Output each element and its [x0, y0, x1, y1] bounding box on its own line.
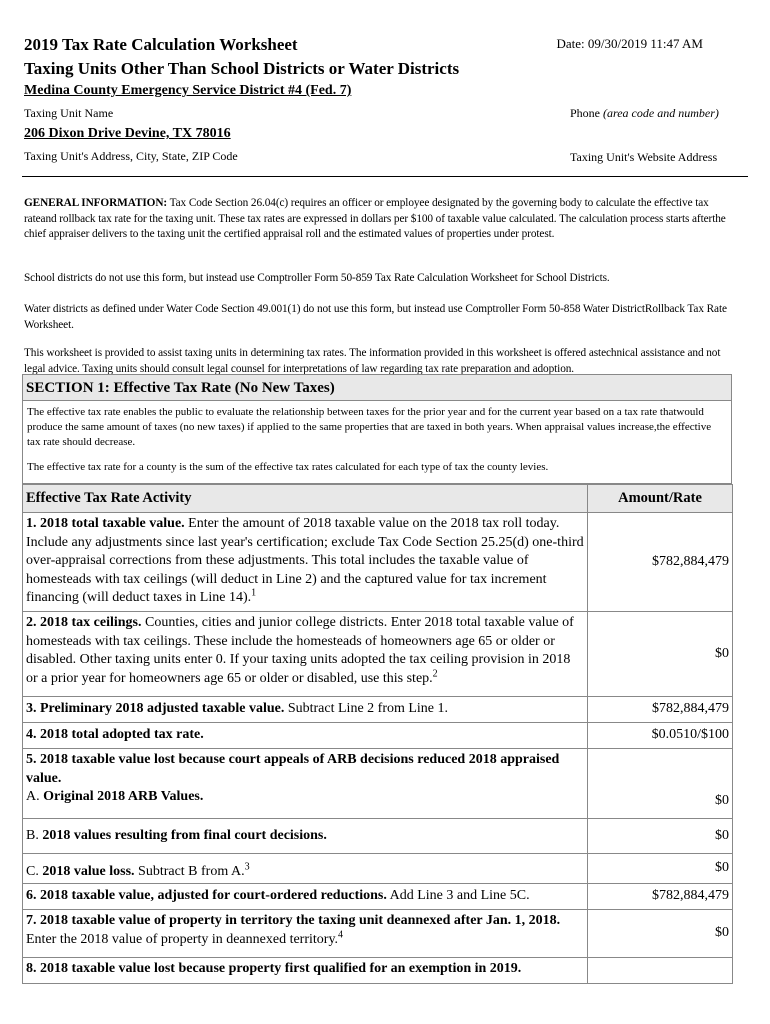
table-row — [23, 513, 733, 612]
effective-rate-table — [22, 484, 733, 984]
phone-hint: (area code and number) — [603, 106, 719, 120]
header-divider — [22, 176, 748, 177]
website-label: Taxing Unit's Website Address — [570, 150, 718, 164]
general-info-heading: GENERAL INFORMATION: — [24, 197, 168, 209]
worksheet-title: 2019 Tax Rate Calculation Worksheet — [24, 35, 298, 54]
address-label: Taxing Unit's Address, City, State, ZIP Code — [24, 149, 238, 163]
line-5b-description: B. 2018 values resulting from final court decisions. — [23, 819, 588, 854]
table-row — [23, 819, 733, 854]
line-5c-description: C. 2018 value loss. Subtract B from A.$^3$ — [23, 854, 588, 884]
line-7-amount: $0 — [588, 910, 733, 958]
worksheet-date: Date: 09/30/2019 11:47 AM — [556, 36, 703, 51]
table-header-row — [23, 485, 733, 513]
section1-county-note: The effective tax rate for a county is the sum of the effective tax rates calculated for each type of tax the county levies. — [27, 461, 549, 473]
section1-title: SECTION 1: Effective Tax Rate (No New Taxes) — [22, 374, 732, 401]
line-6-amount: $782,884,479 — [588, 884, 733, 910]
worksheet-note: This worksheet is provided to assist taxing units in determining tax rates. The information provided in this worksheet is offered astechnical assistance and not legal advice. Taxing units should consult legal counsel for interpretations of law regarding tax rate preparation and adoption. — [24, 347, 721, 375]
section1-intro — [22, 400, 732, 484]
table-row — [23, 697, 733, 723]
line-5-description: 5. 2018 taxable value lost because court appeals of ARB decisions reduced 2018 appraised value. A. Original 2018 ARB Values. — [23, 749, 588, 819]
table-row — [23, 854, 733, 884]
col-activity-header: Effective Tax Rate Activity — [23, 485, 588, 513]
line-6-description: 6. 2018 taxable value, adjusted for court-ordered reductions. Add Line 3 and Line 5C. — [23, 884, 588, 910]
line-4-description: 4. 2018 total adopted tax rate. — [23, 723, 588, 749]
table-row — [23, 884, 733, 910]
line-1-amount: $782,884,479 — [588, 513, 733, 612]
phone-label: Phone (area code and number) — [570, 106, 719, 120]
line-5a-amount: $0 — [588, 749, 733, 819]
line-7-description: 7. 2018 taxable value of property in territory the taxing unit deannexed after Jan. 1, 2018. Enter the 2018 value of property in deannexed territory.$^4$ — [23, 910, 588, 958]
line-8-description: 8. 2018 taxable value lost because property first qualified for an exemption in 2019. — [23, 958, 588, 984]
school-district-note: School districts do not use this form, but instead use Comptroller Form 50-859 Tax Rate Calculation Worksheet for School Districts. — [24, 272, 610, 284]
line-3-description: 3. Preliminary 2018 adjusted taxable value. Subtract Line 2 from Line 1. — [23, 697, 588, 723]
line-3-amount: $782,884,479 — [588, 697, 733, 723]
table-row — [23, 958, 733, 984]
table-row — [23, 612, 733, 697]
col-amount-header: Amount/Rate — [588, 485, 733, 513]
line-8-amount — [588, 958, 733, 984]
taxing-unit-address: 206 Dixon Drive Devine, TX 78016 — [24, 126, 231, 141]
worksheet-subtitle: Taxing Units Other Than School Districts or Water Districts — [24, 59, 460, 78]
water-district-note: Water districts as defined under Water Code Section 49.001(1) do not use this form, but instead use Comptroller Form 50-858 Water DistrictRollback Tax Rate Worksheet. — [24, 303, 727, 331]
line-4-amount: $0.0510/$100 — [588, 723, 733, 749]
section1-intro-text: The effective tax rate enables the public to evaluate the relationship between taxes for the prior year and for the current year based on a tax rate thatwould produce the same amount of taxes (no new taxes) if applied to the same properties that are taxed in both years. When appraisal values increase,the effective tax rate should decrease. — [27, 406, 712, 448]
line-2-amount: $0 — [588, 612, 733, 697]
line-1-description: 1. 2018 total taxable value. Enter the amount of 2018 taxable value on the 2018 tax roll today. Include any adjustments since last year's certification; exclude Tax Code Section 25.25(d) one-third over-appraisal corrections from these adjustments. This total includes the taxable value of homesteads with tax ceilings (will deduct in Line 2) and the captured value for tax increment financing (will deduct taxes in Line 14).$^1$ — [23, 513, 588, 612]
general-info-text: Tax Code Section 26.04(c) requires an officer or employee designated by the governing body to calculate the effective tax rateand rollback tax rate for the taxing unit. These tax rates are expressed in dollars per $100 of taxable value calculated. The calculation process starts afterthe chief appraiser delivers to the taxing unit the certified appraisal roll and the estimated values of properties under protest. — [24, 197, 726, 240]
taxing-unit-name: Medina County Emergency Service District #4 (Fed. 7) — [24, 83, 352, 98]
line-5c-amount: $0 — [588, 854, 733, 884]
taxing-unit-name-label: Taxing Unit Name — [24, 106, 114, 120]
table-row — [23, 723, 733, 749]
table-row — [23, 910, 733, 958]
table-row — [23, 749, 733, 819]
line-2-description: 2. 2018 tax ceilings. Counties, cities and junior college districts. Enter 2018 total taxable value of homesteads with tax ceilings. These include the homesteads of homeowners age 65 or older or disabled. Other taxing units enter 0. If your taxing units adopted the tax ceiling provision in 2018 or a prior year for homeowners age 65 or older or disabled, use this step.$^2$ — [23, 612, 588, 697]
general-information — [24, 196, 740, 243]
line-5b-amount: $0 — [588, 819, 733, 854]
